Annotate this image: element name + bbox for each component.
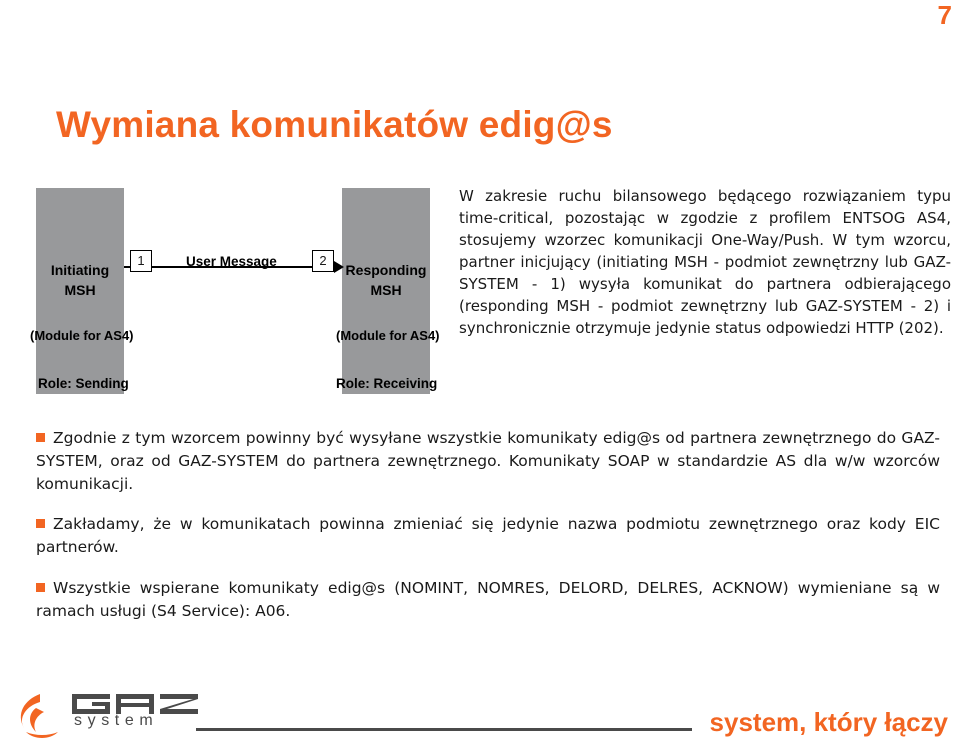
bullet-square-icon: [36, 519, 45, 528]
message-arrow-head-icon: [334, 261, 344, 273]
slide-title: Wymiana komunikatów edig@s: [56, 104, 613, 145]
bullet-text-2: Zakładamy, że w komunikatach powinna zmieniać się jedynie nazwa podmiotu zewnętrznego oraz kody EIC partnerów.: [36, 515, 940, 556]
slogan: system, który łączy: [709, 707, 948, 737]
bullet-square-icon: [36, 583, 45, 592]
one-way-push-diagram: [30, 188, 440, 394]
gaz-system-logo: [10, 688, 210, 744]
responding-role-label: Role: Receiving: [336, 376, 438, 391]
step-2-badge: 2: [312, 250, 334, 272]
logo-subtitle: system: [74, 712, 159, 729]
bullet-item-3: [36, 577, 940, 623]
step-1-badge: 1: [130, 250, 152, 272]
bullet-item-1: [36, 427, 940, 496]
bullet-text-1: Zgodnie z tym wzorcem powinny być wysyłane wszystkie komunikaty edig@s od partnera zewnętrznego do GAZ-SYSTEM, oraz od GAZ-SYSTEM do partnera zewnętrznego. Komunikaty SOAP w standardzie AS dla w/w wzorców komunikacji.: [36, 429, 940, 493]
initiating-msh-label: MSH: [64, 282, 96, 298]
intro-paragraph: W zakresie ruchu bilansowego będącego rozwiązaniem typu time-critical, pozostając w zgodzie z profilem ENTSOG AS4, stosujemy wzorzec komunikacji One-Way/Push. W tym wzorcu, partner inicjujący (initiating MSH - podmiot zewnętrzny lub GAZ-SYSTEM - 1) wysyła komunikat do partnera odbierającego (responding MSH - podmiot zewnętrzny lub GAZ-SYSTEM - 2) i synchronicznie otrzymuje jedynie status odpowiedzi HTTP (202).: [459, 187, 951, 337]
bullet-item-2: [36, 513, 940, 559]
bullet-text-3: Wszystkie wspierane komunikaty edig@s (NOMINT, NOMRES, DELORD, DELRES, ACKNOW) wymieniane są w ramach usługi (S4 Service): A06.: [36, 579, 940, 620]
initiating-msh-box: [30, 188, 134, 394]
responding-label: Responding: [345, 262, 427, 278]
footer-divider: [196, 728, 692, 731]
page-number: 7: [937, 0, 952, 30]
responding-module-label: (Module for AS4): [336, 328, 440, 343]
responding-msh-box: [336, 188, 440, 394]
initiating-module-label: (Module for AS4): [30, 328, 134, 343]
responding-msh-label: MSH: [370, 282, 402, 298]
initiating-role-label: Role: Sending: [38, 376, 129, 391]
user-message-label: User Message: [186, 254, 277, 269]
initiating-label: Initiating: [50, 262, 110, 278]
bullet-square-icon: [36, 433, 45, 442]
